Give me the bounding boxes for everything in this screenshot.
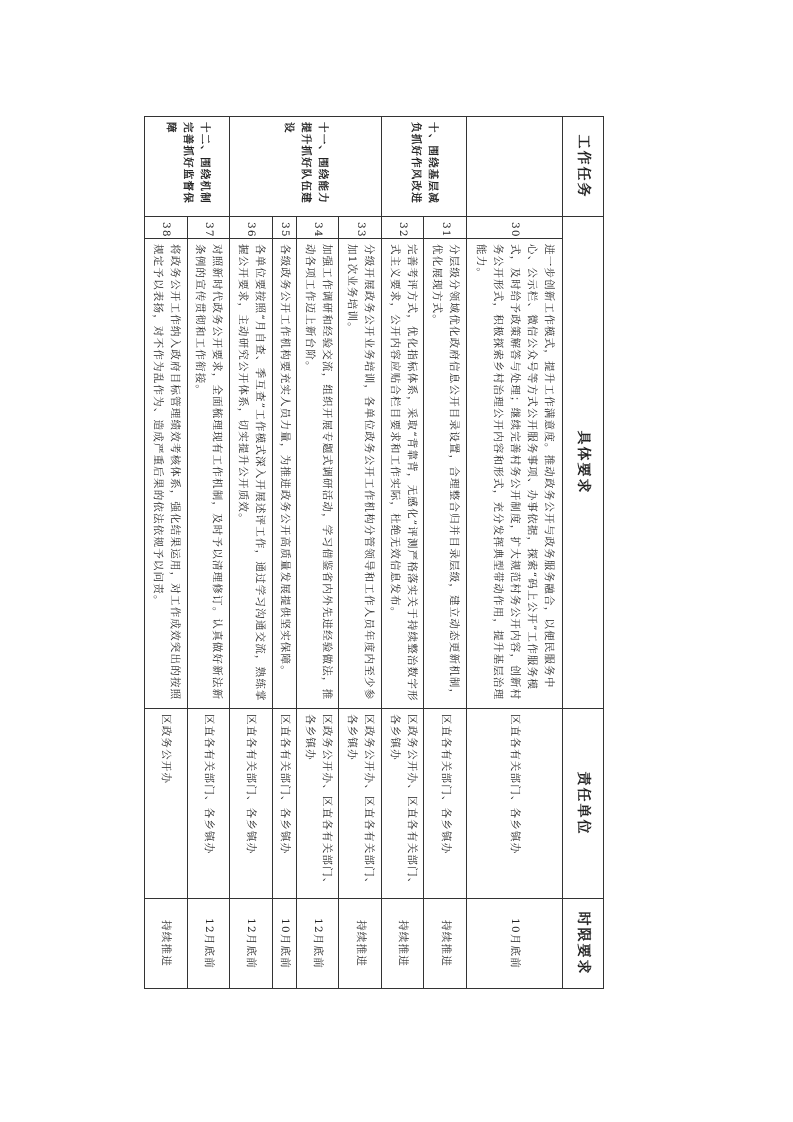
table-row (381, 117, 424, 989)
header-deadline: 时限要求 (563, 899, 604, 989)
responsible-unit-cell: 区直各有关部门、各乡镇办 (424, 709, 467, 899)
deadline-cell: 12月底前 (187, 899, 230, 989)
task-group-cell (467, 117, 563, 217)
task-group-cell: 十二、围绕机制完善抓好监督保障 (145, 117, 230, 217)
row-number: 35 (272, 217, 296, 239)
requirement-cell: 进一步创新工作模式，提升工作满意度。推动政务公开与政务服务融合，以便民服务中心、公示栏、微信公众号等方式公开服务事项、办事依据，探索“码上公开”工作服务模式，及时给予政策解答与处理；继续完善村务公开制度，扩大规范村务公开内容，创新村务公开形式，积极探索乡村治理公开内容和形式，充分发挥典型带动作用，提升基层治理能力。 (467, 239, 563, 709)
deadline-cell: 12月底前 (296, 899, 339, 989)
header-requirements: 具体要求 (563, 217, 604, 709)
table-row (272, 117, 296, 989)
row-number: 30 (467, 217, 563, 239)
requirement-cell: 分级开展政务公开业务培训，各单位政务公开工作机构分管领导和工作人员年度内至少参加1次业务培训。 (339, 239, 382, 709)
responsible-unit-cell: 区直各有关部门、各乡镇办 (272, 709, 296, 899)
deadline-cell: 10月底前 (272, 899, 296, 989)
responsible-unit-cell: 区直各有关部门、各乡镇办 (467, 709, 563, 899)
row-number: 36 (230, 217, 273, 239)
requirement-cell: 分层级分领域优化政府信息公开目录设置，合理整合归并目录层级，建立动态更新机制，优化展现方式。 (424, 239, 467, 709)
deadline-cell: 持续推进 (424, 899, 467, 989)
responsible-unit-cell: 区政务公开办、区直各有关部门、各乡镇办 (381, 709, 424, 899)
responsible-unit-cell: 区政务公开办 (145, 709, 188, 899)
table-row (296, 117, 339, 989)
row-number: 31 (424, 217, 467, 239)
requirement-cell: 对照新时代政务公开要求，全面梳理现有工作机制，及时予以清理修订。认真做好新法新条例的宣传贯彻和工作衔接。 (187, 239, 230, 709)
row-number: 38 (145, 217, 188, 239)
rotated-page-content (144, 116, 604, 988)
table-row (467, 117, 563, 989)
row-number: 37 (187, 217, 230, 239)
task-group-cell: 十一、围绕能力提升抓好队伍建设 (230, 117, 382, 217)
task-table (144, 116, 604, 989)
deadline-cell: 持续推进 (381, 899, 424, 989)
responsible-unit-cell: 区政务公开办、区直各有关部门、各乡镇办 (296, 709, 339, 899)
row-number: 33 (339, 217, 382, 239)
table-row (339, 117, 382, 989)
table-header-row (563, 117, 604, 989)
header-responsible-unit: 责任单位 (563, 709, 604, 899)
deadline-cell: 10月底前 (467, 899, 563, 989)
row-number: 34 (296, 217, 339, 239)
requirement-cell: 将政务公开工作纳入政府目标管理绩效考核体系，强化结果运用，对工作成效突出的按照规定予以表扬，对不作为乱作为、造成严重后果的依法依规予以问责。 (145, 239, 188, 709)
responsible-unit-cell: 区直各有关部门、各乡镇办 (187, 709, 230, 899)
task-group-cell: 十、围绕基层减负抓好作风改进 (381, 117, 466, 217)
deadline-cell: 持续推进 (145, 899, 188, 989)
responsible-unit-cell: 区直各有关部门、各乡镇办 (230, 709, 273, 899)
requirement-cell: 加强工作调研和经验交流，组织开展专题式调研活动，学习借鉴省内外先进经验做法，推动各项工作迈上新台阶。 (296, 239, 339, 709)
header-task: 工作任务 (563, 117, 604, 217)
table-row (230, 117, 273, 989)
responsible-unit-cell: 区政务公开办、区直各有关部门、各乡镇办 (339, 709, 382, 899)
deadline-cell: 持续推进 (339, 899, 382, 989)
requirement-cell: 完善考评方式，优化指标体系，采取“背靠背，无感化”评测严格落实关于持续整治数字形式主义要求，公开内容应贴合栏目要求和工作实际，杜绝无效信息发布。 (381, 239, 424, 709)
row-number: 32 (381, 217, 424, 239)
table-row (424, 117, 467, 989)
deadline-cell: 12月底前 (230, 899, 273, 989)
requirement-cell: 各单位要按照“月自查、季互查”工作模式深入开展述评工作，通过学习沟通交流，熟练掌握公开要求，主动研究公开体系，切实提升公开质效。 (230, 239, 273, 709)
requirement-cell: 各级政务公开工作机构要充实人员力量，为推进政务公开高质量发展提供坚实保障。 (272, 239, 296, 709)
table-row (187, 117, 230, 989)
table-row (145, 117, 188, 989)
